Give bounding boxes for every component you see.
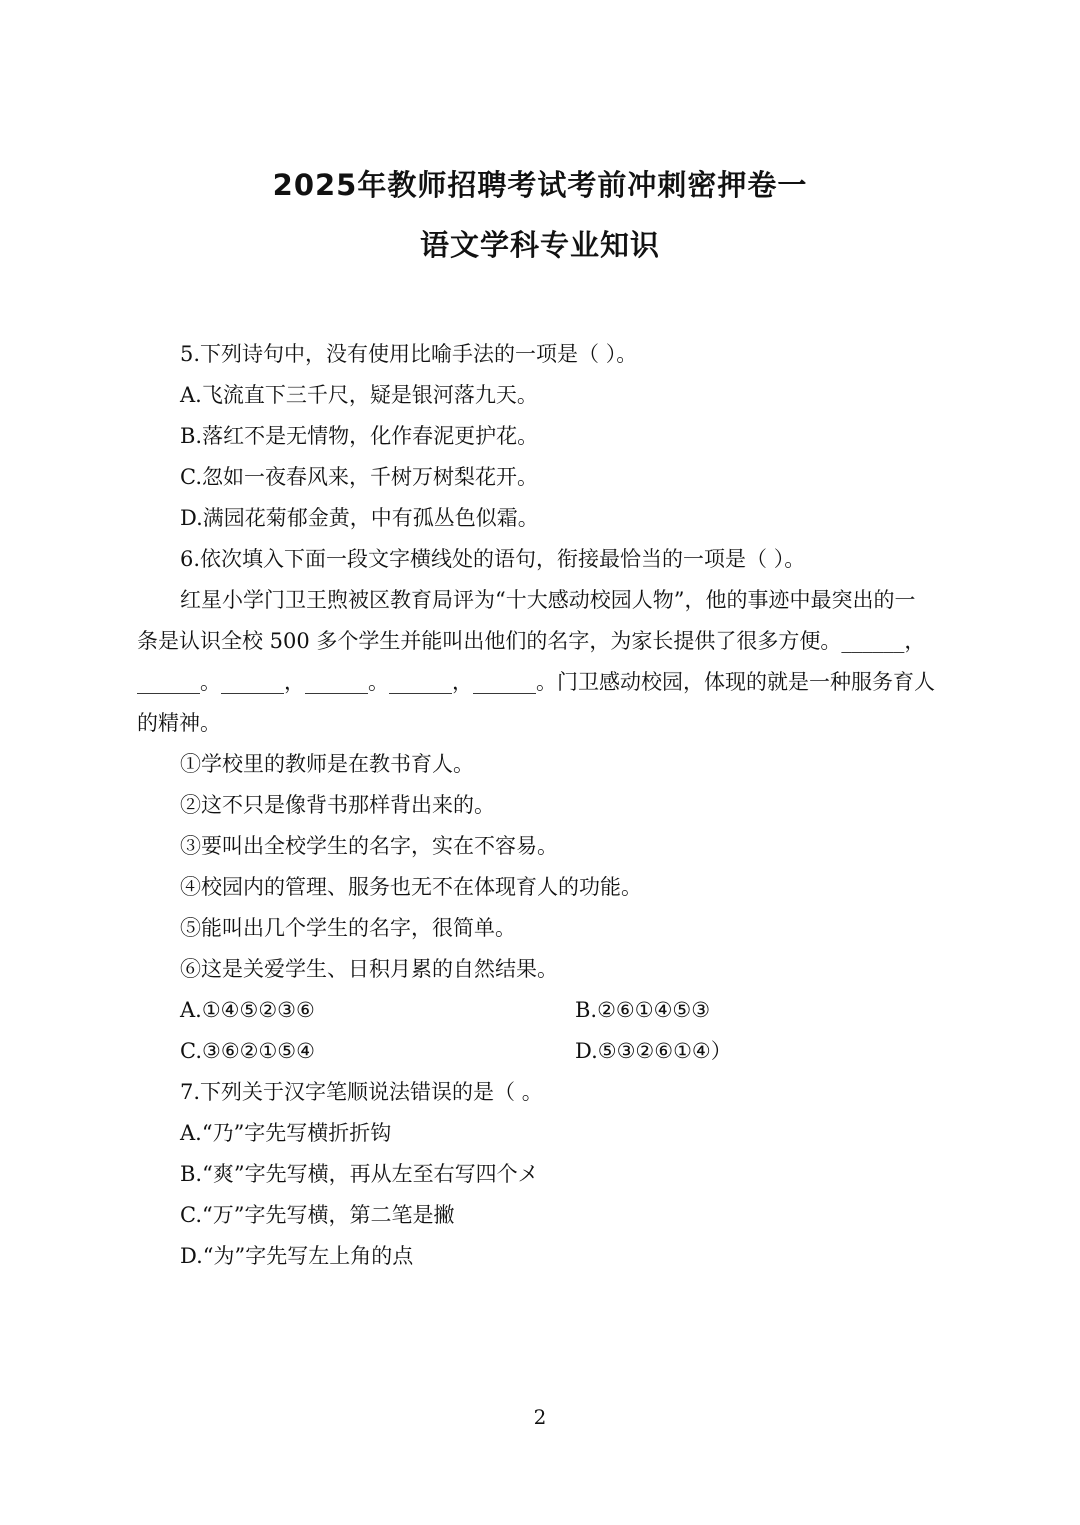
question-6-option-d: D.⑤③②⑥①④） — [575, 1039, 732, 1063]
question-6-passage-line-3: ______。______，______。______，______。门卫感动校园，体现的就是一种服务育人 — [137, 670, 935, 694]
question-6-sentence-5: ⑤能叫出几个学生的名字，很简单。 — [180, 916, 516, 940]
question-5-option-d: D.满园花菊郁金黄，中有孤丛色似霜。 — [180, 506, 539, 530]
question-5-option-c: C.忽如一夜春风来，千树万树梨花开。 — [180, 465, 538, 489]
question-6-passage-line-4: 的精神。 — [137, 711, 221, 735]
question-5-option-a: A.飞流直下三千尺，疑是银河落九天。 — [180, 383, 538, 407]
question-7-option-c: C.“万”字先写横，第二笔是撇 — [180, 1203, 455, 1227]
question-7-option-d: D.“为”字先写左上角的点 — [180, 1244, 414, 1268]
question-6-option-c: C.③⑥②①⑤④ — [180, 1039, 315, 1063]
exam-title: 2025年教师招聘考试考前冲刺密押卷一 — [272, 168, 808, 202]
question-5-option-b: B.落红不是无情物，化作春泥更护花。 — [180, 424, 539, 448]
question-6-option-b: B.②⑥①④⑤③ — [575, 998, 711, 1022]
question-6-sentence-4: ④校园内的管理、服务也无不在体现育人的功能。 — [180, 875, 642, 899]
question-6-sentence-6: ⑥这是关爱学生、日积月累的自然结果。 — [180, 957, 558, 981]
question-6-stem: 6.依次填入下面一段文字横线处的语句，衔接最恰当的一项是（ ）。 — [180, 547, 806, 571]
question-7-option-a: A.“乃”字先写横折折钩 — [180, 1121, 392, 1145]
question-6-passage-line-2: 条是认识全校 500 多个学生并能叫出他们的名字，为家长提供了很多方便。______， — [137, 629, 926, 653]
question-6-sentence-1: ①学校里的教师是在教书育人。 — [180, 752, 474, 776]
question-7-option-b: B.“爽”字先写横，再从左至右写四个メ — [180, 1162, 539, 1186]
question-7-stem: 7.下列关于汉字笔顺说法错误的是（ 。 — [180, 1080, 543, 1104]
question-6-sentence-3: ③要叫出全校学生的名字，实在不容易。 — [180, 834, 558, 858]
page-number: 2 — [533, 1405, 547, 1429]
question-6-passage-line-1: 红星小学门卫王煦被区教育局评为“十大感动校园人物”，他的事迹中最突出的一 — [180, 588, 916, 612]
question-5-stem: 5.下列诗句中，没有使用比喻手法的一项是（ ）。 — [180, 342, 638, 366]
exam-subtitle: 语文学科专业知识 — [419, 228, 660, 262]
question-6-sentence-2: ②这不只是像背书那样背出来的。 — [180, 793, 495, 817]
question-6-option-a: A.①④⑤②③⑥ — [180, 998, 315, 1022]
